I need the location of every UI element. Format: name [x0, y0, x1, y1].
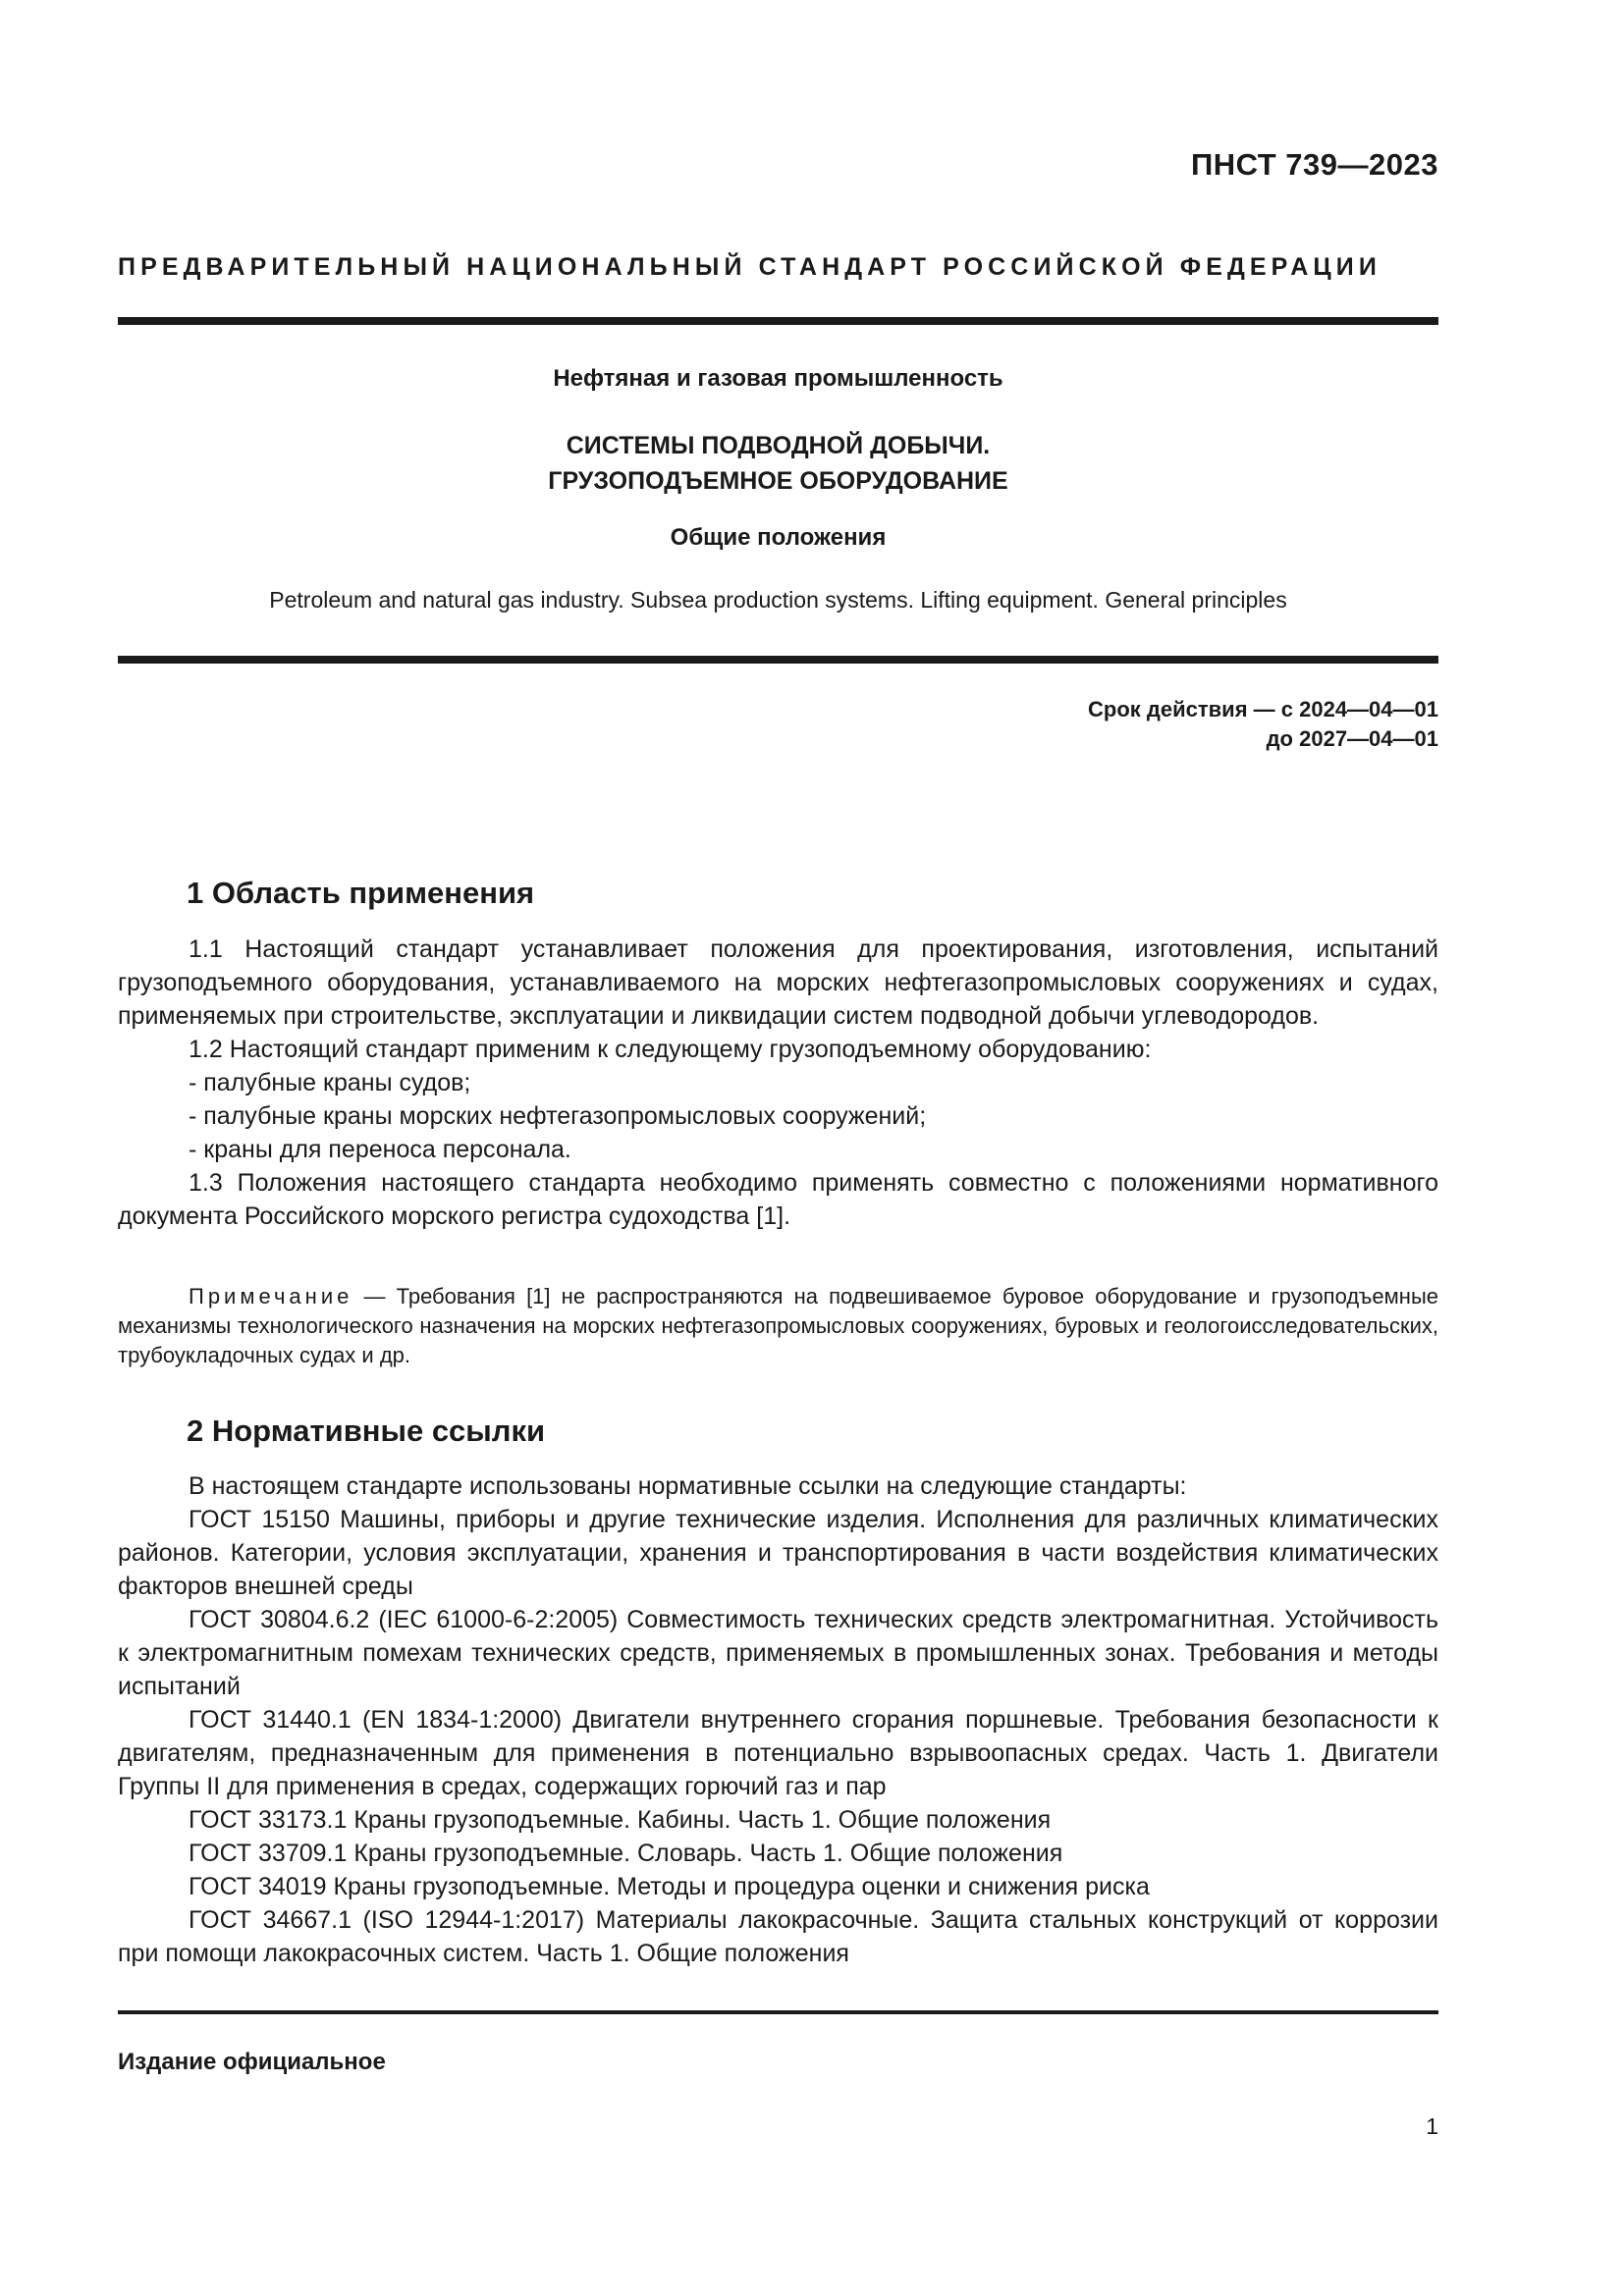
document-title-line-2: ГРУЗОПОДЪЕМНОЕ ОБОРУДОВАНИЕ	[548, 467, 1008, 495]
standard-number: ПНСТ 739—2023	[1190, 147, 1438, 182]
list-item: - палубные краны судов;	[189, 1069, 471, 1096]
reference-item: ГОСТ 33709.1 Краны грузоподъемные. Словарь. Часть 1. Общие положения	[189, 1840, 1063, 1867]
page-number: 1	[1426, 2113, 1438, 2139]
reference-item: ГОСТ 33173.1 Краны грузоподъемные. Кабины. Часть 1. Общие положения	[189, 1806, 1052, 1834]
note-label: Примечание	[189, 1284, 353, 1308]
document-title	[118, 428, 1438, 499]
list-item: - краны для переноса персонала.	[189, 1136, 571, 1163]
paragraph-1-1: 1.1 Настоящий стандарт устанавливает положения для проектирования, изготовления, испытаний грузоподъемного оборудования, устанавливаемого на морских нефтегазопромысловых сооружениях и судах, применяемых при строительстве, эксплуатации и ликвидации систем подводной добычи углеводородов.	[118, 935, 1438, 1030]
standard-category: ПРЕДВАРИТЕЛЬНЫЙ НАЦИОНАЛЬНЫЙ СТАНДАРТ РОССИЙСКОЙ ФЕДЕРАЦИИ	[118, 253, 1381, 281]
validity-period	[1088, 695, 1438, 754]
note-text: — Требования [1] не распространяются на подвешиваемое буровое оборудование и грузоподъемные механизмы технологического назначения на морских нефтегазопромысловых сооружениях, буровых и геологоисследовательских, трубоукладочных судах и др.	[118, 1284, 1438, 1367]
paragraph-1-2: 1.2 Настоящий стандарт применим к следующему грузоподъемному оборудованию:	[189, 1036, 1152, 1063]
official-edition-label: Издание официальное	[118, 2049, 386, 2075]
reference-item: ГОСТ 34667.1 (ISO 12944-1:2017) Материалы лакокрасочные. Защита стальных конструкций от коррозии при помощи лакокрасочных систем. Часть 1. Общие положения	[118, 1906, 1438, 1967]
reference-item: ГОСТ 30804.6.2 (IEC 61000-6-2:2005) Совместимость технических средств электромагнитная. Устойчивость к электромагнитным помехам технических средств, применяемых в промышленных зонах. Требования и методы испытаний	[118, 1606, 1438, 1700]
list-item: - палубные краны морских нефтегазопромысловых сооружений;	[189, 1102, 927, 1130]
section-1-heading: 1 Область применения	[187, 876, 535, 910]
title-divider	[118, 656, 1438, 664]
reference-item: ГОСТ 34019 Краны грузоподъемные. Методы и процедура оценки и снижения риска	[189, 1873, 1150, 1900]
document-subtitle: Общие положения	[670, 524, 887, 551]
section-2-body	[118, 1469, 1438, 1970]
reference-item: ГОСТ 15150 Машины, приборы и другие технические изделия. Исполнения для различных климатических районов. Категории, условия эксплуатации, хранения и транспортирования в части воздействия климатических факторов внешней среды	[118, 1506, 1438, 1600]
industry-title: Нефтяная и газовая промышленность	[553, 365, 1003, 392]
paragraph-1-3: 1.3 Положения настоящего стандарта необходимо применять совместно с положениями нормативного документа Российского морского регистра судоходства [1].	[118, 1169, 1438, 1230]
footer-divider	[118, 2010, 1438, 2014]
header-divider	[118, 317, 1438, 325]
validity-start: Срок действия — с 2024—04—01	[1088, 697, 1438, 721]
note	[118, 1282, 1438, 1370]
section-2-heading: 2 Нормативные ссылки	[187, 1414, 546, 1448]
document-title-line-1: СИСТЕМЫ ПОДВОДНОЙ ДОБЫЧИ.	[566, 432, 991, 459]
section-2-intro: В настоящем стандарте использованы нормативные ссылки на следующие стандарты:	[189, 1472, 1187, 1500]
english-title: Petroleum and natural gas industry. Subsea production systems. Lifting equipment. General principles	[269, 587, 1287, 613]
reference-item: ГОСТ 31440.1 (EN 1834-1:2000) Двигатели внутреннего сгорания поршневые. Требования безопасности к двигателям, предназначенным для применения в потенциально взрывоопасных средах. Часть 1. Двигатели Группы II для применения в средах, содержащих горючий газ и пар	[118, 1706, 1438, 1800]
validity-end: до 2027—04—01	[1266, 726, 1438, 751]
document-page	[118, 0, 1438, 2296]
section-1-body	[118, 933, 1438, 1233]
